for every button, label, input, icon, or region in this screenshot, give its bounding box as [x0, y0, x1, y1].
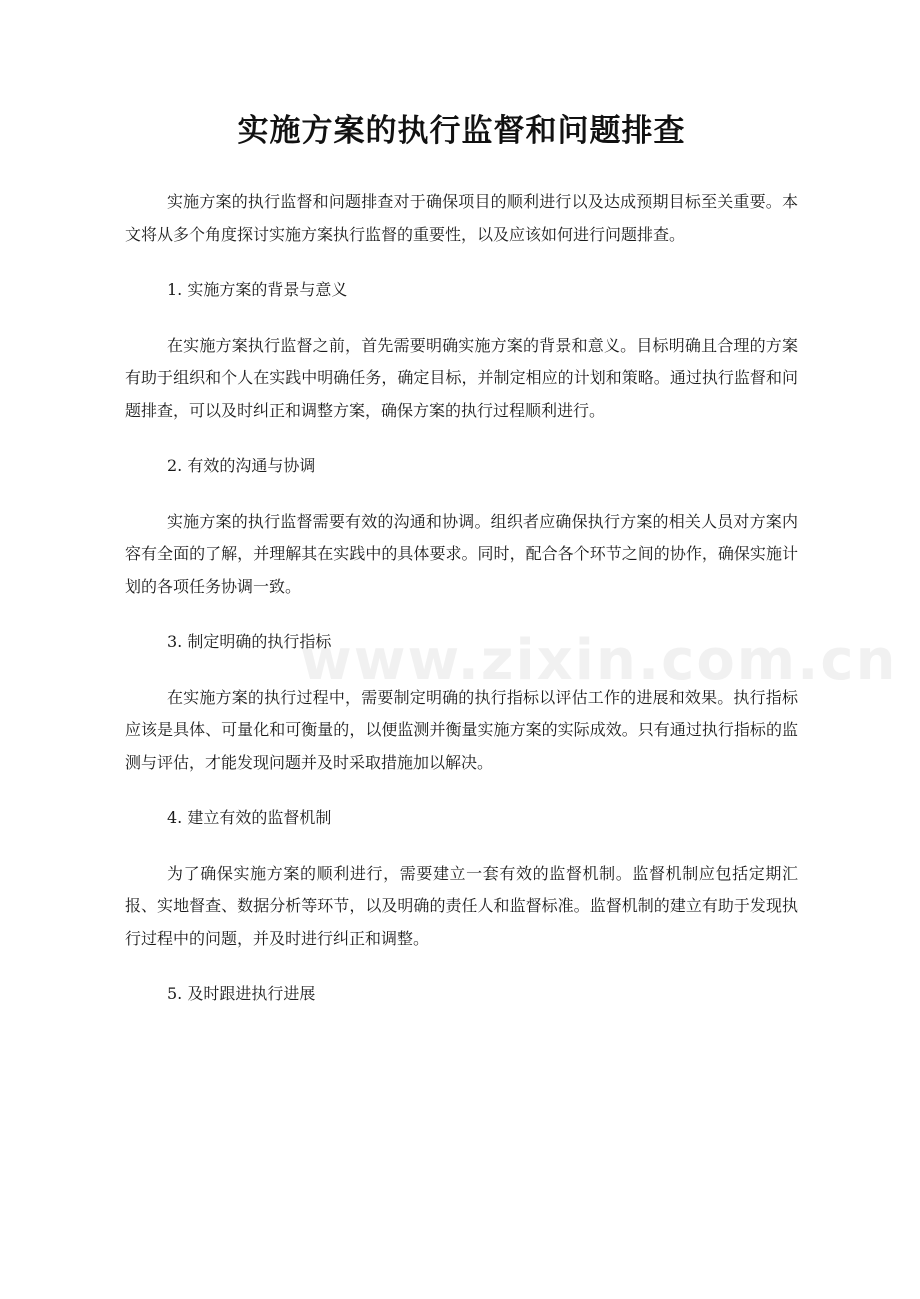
section-heading-2: 2. 有效的沟通与协调: [167, 456, 316, 475]
section-body-2: 实施方案的执行监督需要有效的沟通和协调。组织者应确保执行方案的相关人员对方案内容有全面的了解，并理解其在实践中的具体要求。同时，配合各个环节之间的协作，确保实施计划的各项任务协调一致。: [125, 511, 798, 596]
section-heading-1: 1. 实施方案的背景与意义: [167, 280, 348, 299]
section-body-4: 为了确保实施方案的顺利进行，需要建立一套有效的监督机制。监督机制应包括定期汇报、实地督查、数据分析等环节，以及明确的责任人和监督标准。监督机制的建立有助于发现执行过程中的问题，并及时进行纠正和调整。: [125, 863, 798, 948]
document-body: [125, 186, 798, 1011]
section-body-1: 在实施方案执行监督之前，首先需要明确实施方案的背景和意义。目标明确且合理的方案有助于组织和个人在实践中明确任务，确定目标，并制定相应的计划和策略。通过执行监督和问题排查，可以及时纠正和调整方案，确保方案的执行过程顺利进行。: [125, 335, 798, 420]
document-page: [0, 108, 920, 1299]
watermark: www.zixin.com.cn: [300, 628, 898, 693]
section-heading-3: 3. 制定明确的执行指标: [167, 632, 332, 651]
section-body-3: 在实施方案的执行过程中，需要制定明确的执行指标以评估工作的进展和效果。执行指标应该是具体、可量化和可衡量的，以便监测并衡量实施方案的实际成效。只有通过执行指标的监测与评估，才能发现问题并及时采取措施加以解决。: [125, 687, 798, 772]
section-heading-5: 5. 及时跟进执行进展: [167, 984, 316, 1003]
intro-paragraph: 实施方案的执行监督和问题排查对于确保项目的顺利进行以及达成预期目标至关重要。本文将从多个角度探讨实施方案执行监督的重要性，以及应该如何进行问题排查。: [125, 192, 798, 244]
document-title: 实施方案的执行监督和问题排查: [237, 113, 686, 149]
section-heading-4: 4. 建立有效的监督机制: [167, 808, 332, 827]
